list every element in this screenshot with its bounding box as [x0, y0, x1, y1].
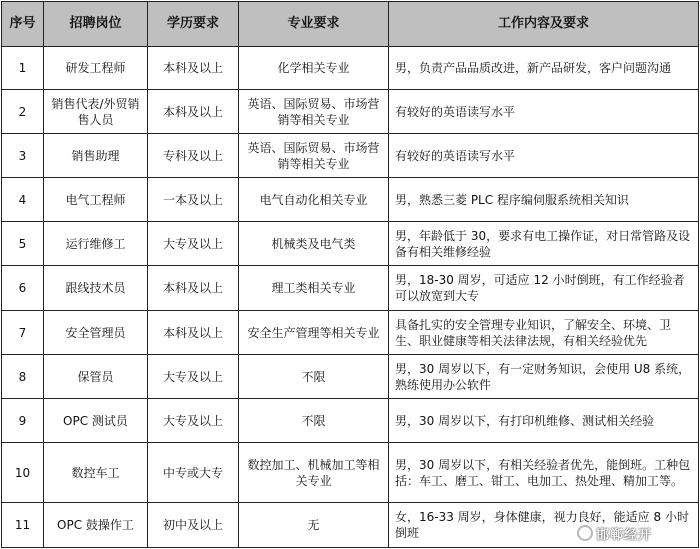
cell-education: 本科及以上 [148, 90, 239, 134]
cell-position: 电气工程师 [44, 178, 148, 222]
table-row [2, 90, 699, 134]
watermark [577, 521, 697, 545]
cell-major: 电气自动化相关专业 [239, 178, 389, 222]
cell-no: 9 [2, 399, 44, 443]
recruitment-table [1, 1, 699, 548]
cell-content: 男，负责产品品质改进，新产品研发，客户问题沟通 [389, 47, 699, 90]
cell-position: 跟线技术员 [44, 266, 148, 311]
cell-major: 理工类相关专业 [239, 266, 389, 311]
cell-no: 3 [2, 134, 44, 178]
cell-position: 销售代表/外贸销售人员 [44, 90, 148, 134]
table-row [2, 222, 699, 266]
cell-education: 中专或大专 [148, 443, 239, 503]
cell-content: 男，30 周岁以下，有一定财务知识，会使用 U8 系统，熟练使用办公软件 [389, 355, 699, 399]
cell-major: 化学相关专业 [239, 47, 389, 90]
watermark-text: 邯郸经开 [596, 527, 653, 543]
cell-major: 无 [239, 503, 389, 548]
cell-content: 男，年龄低于 30，要求有电工操作证，对日常管路及设备有相关维修经验 [389, 222, 699, 266]
cell-no: 5 [2, 222, 44, 266]
cell-content: 有较好的英语读写水平 [389, 90, 699, 134]
table-header-row [2, 2, 699, 47]
cell-major: 安全生产管理等相关专业 [239, 311, 389, 355]
header-position: 招聘岗位 [44, 2, 148, 47]
cell-position: OPC 测试员 [44, 399, 148, 443]
cell-education: 初中及以上 [148, 503, 239, 548]
table-row [2, 266, 699, 311]
table-row [2, 311, 699, 355]
cell-position: 安全管理员 [44, 311, 148, 355]
table-row [2, 134, 699, 178]
cell-position: OPC 鼓操作工 [44, 503, 148, 548]
cell-education: 大专及以上 [148, 355, 239, 399]
cell-major: 英语、国际贸易、市场营销等相关专业 [239, 134, 389, 178]
cell-major: 不限 [239, 355, 389, 399]
cell-no: 6 [2, 266, 44, 311]
cell-education: 本科及以上 [148, 266, 239, 311]
cell-position: 研发工程师 [44, 47, 148, 90]
cell-content: 女，16-33 周岁，身体健康，视力良好，能适应 8 小时倒班 [389, 503, 699, 548]
cell-content: 男，熟悉三菱 PLC 程序编伺服系统相关知识 [389, 178, 699, 222]
cell-major: 数控加工、机械加工等相关专业 [239, 443, 389, 503]
cell-position: 销售助理 [44, 134, 148, 178]
cell-education: 一本及以上 [148, 178, 239, 222]
cell-content: 有较好的英语读写水平 [389, 134, 699, 178]
cell-no: 7 [2, 311, 44, 355]
header-no: 序号 [2, 2, 44, 47]
header-content: 工作内容及要求 [389, 2, 699, 47]
table-row [2, 355, 699, 399]
cell-education: 本科及以上 [148, 47, 239, 90]
cell-position: 运行维修工 [44, 222, 148, 266]
cell-education: 大专及以上 [148, 399, 239, 443]
table-row [2, 443, 699, 503]
cell-position: 保管员 [44, 355, 148, 399]
watermark-logo-icon [577, 525, 593, 541]
cell-no: 10 [2, 443, 44, 503]
header-major: 专业要求 [239, 2, 389, 47]
table-body [2, 47, 699, 548]
cell-no: 1 [2, 47, 44, 90]
table-row [2, 47, 699, 90]
table-row [2, 178, 699, 222]
cell-no: 8 [2, 355, 44, 399]
cell-education: 大专及以上 [148, 222, 239, 266]
cell-major: 英语、国际贸易、市场营销等相关专业 [239, 90, 389, 134]
cell-content: 具备扎实的安全管理专业知识，了解安全、环境、卫生、职业健康等相关法律法规，有相关经验优先 [389, 311, 699, 355]
table-row [2, 399, 699, 443]
header-education: 学历要求 [148, 2, 239, 47]
cell-no: 4 [2, 178, 44, 222]
cell-position: 数控车工 [44, 443, 148, 503]
cell-content: 男，18-30 周岁，可适应 12 小时倒班，有工作经验者可以放宽到大专 [389, 266, 699, 311]
cell-content: 男，30 周岁以下，有相关经验者优先，能倒班。工种包括：车工、磨工、钳工、电加工、热处理、精加工等。 [389, 443, 699, 503]
cell-education: 本科及以上 [148, 311, 239, 355]
cell-major: 不限 [239, 399, 389, 443]
cell-no: 2 [2, 90, 44, 134]
cell-education: 专科及以上 [148, 134, 239, 178]
cell-content: 男，30 周岁以下，有打印机维修、测试相关经验 [389, 399, 699, 443]
cell-major: 机械类及电气类 [239, 222, 389, 266]
cell-no: 11 [2, 503, 44, 548]
